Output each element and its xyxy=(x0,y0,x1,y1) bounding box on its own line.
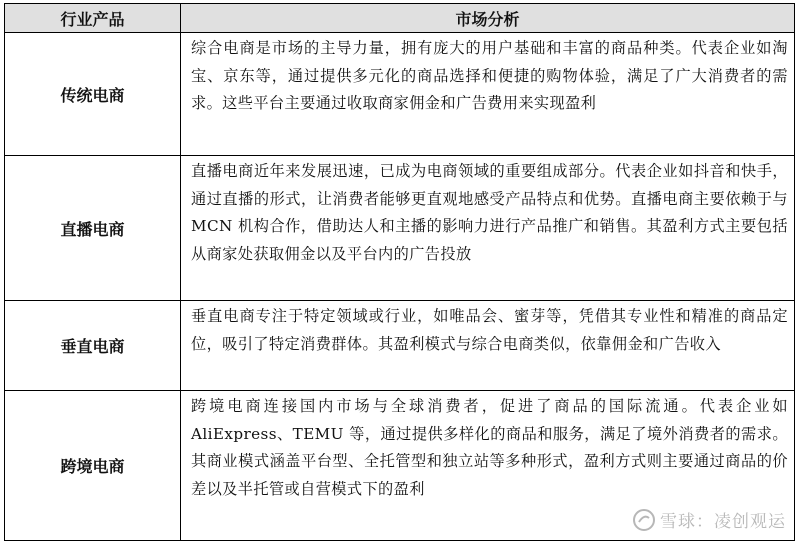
header-analysis: 市场分析 xyxy=(181,4,795,33)
row-analysis: 直播电商近年来发展迅速，已成为电商领域的重要组成部分。代表企业如抖音和快手，通过直播的形式，让消费者能够更直观地感受产品特点和优势。直播电商主要依赖于与 MCN 机构合作，借助达人和主播的影响力进行产品推广和销售。其盈利方式主要包括从商家处获取佣金以及平台内的广告投放 xyxy=(181,156,795,301)
row-category: 传统电商 xyxy=(5,33,181,156)
row-analysis: 跨境电商连接国内市场与全球消费者，促进了商品的国际流通。代表企业如 AliExpress、TEMU 等，通过提供多样化的商品和服务，满足了境外消费者的需求。其商业模式涵盖平台型、全托管型和独立站等多种形式，盈利方式则主要通过商品的价差以及半托管或自营模式下的盈利 xyxy=(181,391,795,541)
row-category: 垂直电商 xyxy=(5,301,181,391)
header-category: 行业产品 xyxy=(5,4,181,33)
table-row xyxy=(5,301,795,391)
watermark xyxy=(632,507,786,532)
row-analysis: 综合电商是市场的主导力量，拥有庞大的用户基础和丰富的商品种类。代表企业如淘宝、京东等，通过提供多元化的商品选择和便捷的购物体验，满足了广大消费者的需求。这些平台主要通过收取商家佣金和广告费用来实现盈利 xyxy=(181,33,795,156)
table-row xyxy=(5,156,795,301)
market-analysis-table xyxy=(4,3,795,541)
snowball-logo-icon xyxy=(632,508,656,532)
row-category: 跨境电商 xyxy=(5,391,181,541)
table-row xyxy=(5,33,795,156)
row-category: 直播电商 xyxy=(5,156,181,301)
table-header-row xyxy=(5,4,795,33)
watermark-text: 雪球：凌创观运 xyxy=(660,512,786,532)
row-analysis: 垂直电商专注于特定领域或行业，如唯品会、蜜芽等，凭借其专业性和精准的商品定位，吸引了特定消费群体。其盈利模式与综合电商类似，依靠佣金和广告收入 xyxy=(181,301,795,391)
